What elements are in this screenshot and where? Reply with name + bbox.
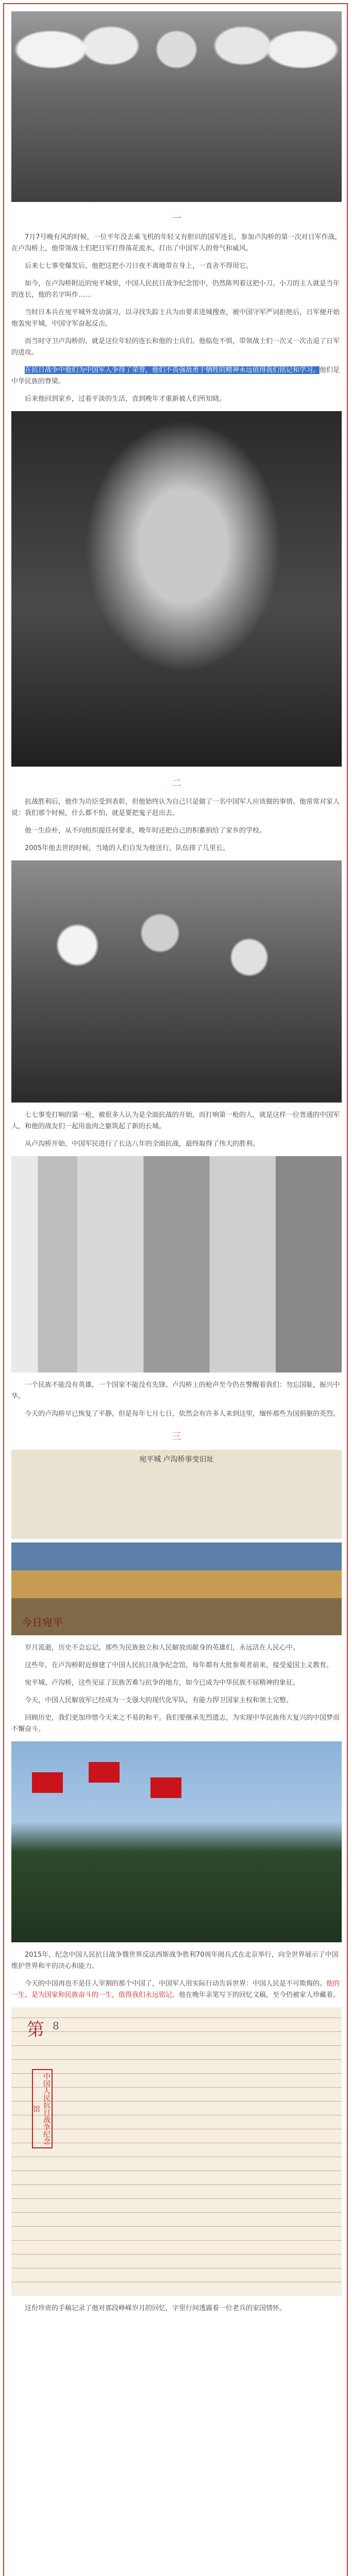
red-flag-icon: [89, 1762, 120, 1783]
seal-stamp: 中国人民抗日战争纪念馆: [32, 2069, 53, 2148]
section4-paragraph: 今天，中国人民解放军已经成为一支强大的现代化军队，有能力捍卫国家主权和领土完整。: [25, 1697, 293, 1704]
ceremony-photo: [11, 1156, 342, 1372]
intro-paragraph: 7月7号晚有风的时候，一位平年没去乘飞机的年轻又有胆识的国军连长，参加卢沟桥的第一次对日军作战，在卢沟桥上，他带领战士们把日军打得落花流水，打出了中国军人的骨气和威风。: [11, 233, 342, 252]
selected-text[interactable]: 在抗日战争中他们为中国军人争得了荣誉，他们不畏强敌勇于牺牲的精神永远值得我们铭记和学习。: [25, 366, 320, 374]
portrait-photo: [11, 411, 342, 767]
section3-paragraph: 一个民族不能没有英雄，一个国家不能没有先锋。卢沟桥上的枪声至今仍在警醒着我们：勿忘国耻，振兴中华。: [11, 1381, 340, 1400]
manuscript-number: 8: [53, 2020, 59, 2032]
soldiers-photo: [11, 11, 342, 202]
section-divider: 二: [172, 778, 181, 789]
section4-paragraph: 2015年，纪念中国人民抗日战争暨世界反法西斯战争胜利70周年阅兵式在北京举行，向全世界展示了中国维护世界和平的决心和能力。: [11, 1951, 339, 1970]
intro-paragraph: 当时日本兵在宛平城外发动演习，以寻找失踪士兵为由要求进城搜查，被中国守军严词拒绝后，日军便开始炮轰宛平城，中国守军奋起反击。: [11, 309, 340, 328]
section2-paragraph: 抗战胜利后，他作为功臣受到表彰，但他始终认为自己只是做了一名中国军人应该做的事情。他常常对家人说：我们那个时候，什么都不怕，就是要把鬼子赶出去。: [11, 798, 340, 817]
intro-paragraph: 如今，在卢沟桥附近的宛平城里，中国人民抗日战争纪念馆中，仍然陈列着这把小刀。小刀的主人就是当年的连长，他的名字叫作……: [11, 280, 340, 299]
parade-photo: [11, 1741, 342, 1942]
section3-paragraph: 岁月流逝，历史不会忘记。那些为民族独立和人民解放而献身的英雄们，永远活在人民心中。: [25, 1644, 300, 1652]
section-divider: 一: [172, 213, 181, 224]
section2-paragraph: 2005年他去世的时候，当地的人们自发为他送行，队伍排了几里长。: [25, 844, 230, 852]
intro-paragraph: 后来七七事变爆发后，他把这把小刀日夜不离地带在身上，一直舍不得用它。: [25, 262, 253, 270]
article-body: [11, 11, 342, 2320]
wanping-city-photo: [11, 1450, 342, 1635]
red-flag-icon: [150, 1777, 181, 1798]
red-flag-icon: [32, 1772, 63, 1793]
section3-paragraph: 今天的卢沟桥早已恢复了平静，但是每年七月七日，依然会有许多人来到这里，缅怀那些为国捐躯的英烈。: [25, 1410, 340, 1418]
section3-paragraph: 宛平城、卢沟桥，这些见证了民族苦难与抗争的地方，如今已成为中华民族不屈精神的象征。: [25, 1679, 300, 1687]
section3-paragraph: 这些年，在卢沟桥附近修建了中国人民抗日战争纪念馆，每年都有大批参观者前来，接受爱国主义教育。: [25, 1662, 333, 1669]
section5-text: 今天的中国再也不是任人宰割的那个中国了，中国军人用实际行动告诉世界：中国人民是不可欺侮的。: [25, 1980, 327, 1988]
article-frame: [3, 3, 348, 2576]
section5-paragraph: [11, 1978, 342, 2001]
section2b-paragraph: 从卢沟桥开始，中国军民进行了长达八年的全面抗战，最终取得了伟大的胜利。: [25, 1140, 260, 1148]
section-divider: 三: [172, 1431, 181, 1442]
crowd-photo: [11, 860, 342, 1103]
highlight-paragraph: [11, 365, 342, 387]
after-highlight-paragraph: 后来他回到家乡，过着平淡的生活，直到晚年才重新被人们所知晓。: [25, 395, 226, 403]
manuscript-photo: [11, 2007, 342, 2296]
section5-tail: 他在晚年亲笔写下的回忆文稿，至今仍被家人珍藏着。: [179, 1991, 340, 1999]
section2-paragraph: 他一生俭朴，从不向组织提任何要求，晚年时还把自己的积蓄捐给了家乡的学校。: [25, 827, 266, 835]
closing-paragraph: 这份珍贵的手稿记录了他对那段峥嵘岁月的回忆，字里行间透露着一位老兵的家国情怀。: [25, 2304, 287, 2312]
photo-caption-top: 宛平城 卢沟桥事变旧址: [139, 1455, 214, 1464]
section2b-paragraph: 七七事变打响的第一枪，被很多人认为是全面抗战的开始，而打响第一枪的人，就是这样一位普通的中国军人，和他的战友们一起用血肉之躯筑起了新的长城。: [11, 1111, 340, 1130]
intro-paragraph: 而当时守卫卢沟桥的，就是这位年轻的连长和他的士兵们。他临危不惧，带领战士们一次又一次击退了日军的进攻。: [11, 337, 340, 357]
manuscript-title: 第: [27, 2020, 44, 2040]
section4-paragraph: 回顾历史，我们更加珍惜今天来之不易的和平。我们要继承先烈遗志，为实现中华民族伟大复兴的中国梦而不懈奋斗。: [11, 1714, 340, 1733]
section5-highlight: 他的一生，是为国家和民族奋斗的一生，值得我们永远铭记。: [11, 1980, 340, 1999]
photo-label: 今日宛平: [22, 1616, 63, 1629]
highlight-tail: 他们是中华民族的脊梁。: [11, 366, 340, 385]
